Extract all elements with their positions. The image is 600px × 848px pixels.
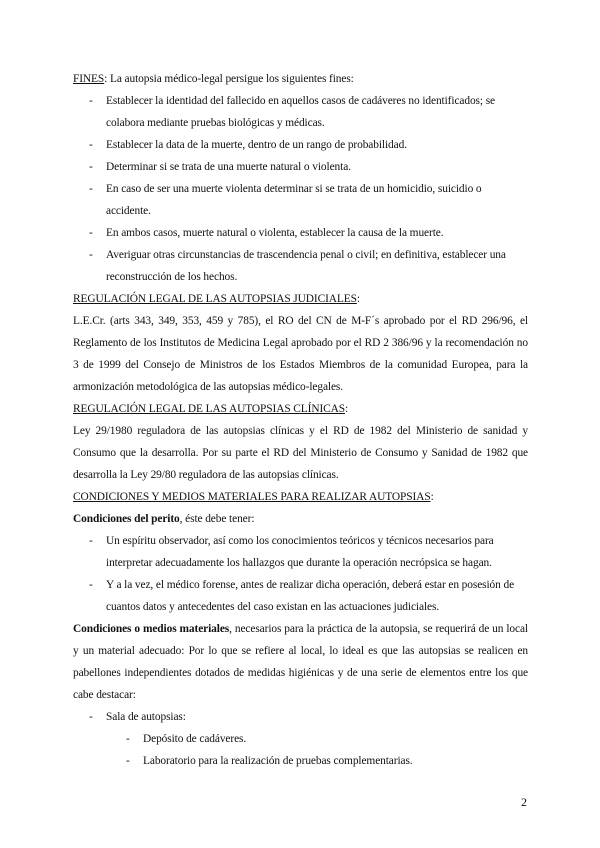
judiciales-heading: REGULACIÓN LEGAL DE LAS AUTOPSIAS JUDICIALES (73, 293, 357, 305)
clinicas-heading-line (73, 398, 528, 420)
list-item: - Averiguar otras circunstancias de trascendencia penal o civil; en definitiva, establecer una reconstrucción de los hechos. (73, 244, 528, 288)
fines-intro: : La autopsia médico-legal persigue los siguientes fines: (104, 73, 354, 85)
list-item: - Establecer la data de la muerte, dentro de un rango de probabilidad. (73, 134, 528, 156)
perito-list (73, 530, 528, 618)
clinicas-colon: : (345, 403, 349, 415)
judiciales-colon: : (356, 293, 360, 305)
judiciales-text: L.E.Cr. (arts 343, 349, 353, 459 y 785), el RO del CN de M-F´s aprobado por el RD 296/96, el Reglamento de los Institutos de Medicina Legal aprobado por el RD 2 386/96 y la recomendación no 3 de 1999 del Consejo de Ministros de los Estados Miembros de la comunidad Europea, para la armonización metodológica de las autopsias médico-legales. (73, 315, 528, 393)
list-item: - En caso de ser una muerte violenta determinar si se trata de un homicidio, suicidio o accidente. (73, 178, 528, 222)
list-item: - En ambos casos, muerte natural o violenta, establecer la causa de la muerte. (73, 222, 528, 244)
list-item: - Sala de autopsias: (73, 706, 528, 728)
list-item: - Laboratorio para la realización de pruebas complementarias. (73, 750, 528, 772)
list-item: - Determinar si se trata de una muerte natural o violenta. (73, 156, 528, 178)
sala-sublist (73, 728, 528, 772)
list-item: - Establecer la identidad del fallecido en aquellos casos de cadáveres no identificados; se colabora mediante pruebas biológicas y médicas. (73, 90, 528, 134)
condiciones-heading: CONDICIONES Y MEDIOS MATERIALES PARA REALIZAR AUTOPSIAS (73, 491, 431, 503)
fines-list (73, 90, 528, 288)
list-item: - Y a la vez, el médico forense, antes de realizar dicha operación, deberá estar en posesión de cuantos datos y antecedentes del caso existan en las actuaciones judiciales. (73, 574, 528, 618)
medios-paragraph (73, 618, 528, 706)
fines-paragraph (73, 68, 528, 90)
judiciales-heading-line (73, 288, 528, 310)
medios-rest: , necesarios para la práctica de la autopsia, se requerirá de un local y un material adecuado: Por lo que se refiere al local, lo ideal es que las autopsias se realicen en pabellones independientes dotados de medidas higiénicas y de una serie de elementos entre los que cabe destacar: (73, 623, 528, 701)
sala-list (73, 706, 528, 728)
fines-heading: FINES (73, 73, 105, 85)
medios-bold: Condiciones o medios materiales (73, 623, 230, 635)
page-number: 2 (521, 795, 527, 809)
perito-rest: , éste debe tener: (179, 513, 255, 525)
condiciones-heading-line (73, 486, 528, 508)
condiciones-colon: : (430, 491, 434, 503)
list-item: - Depósito de cadáveres. (73, 728, 528, 750)
clinicas-heading: REGULACIÓN LEGAL DE LAS AUTOPSIAS CLÍNICAS (73, 403, 346, 415)
document-page (73, 68, 528, 772)
perito-bold: Condiciones del perito (73, 513, 180, 525)
perito-paragraph (73, 508, 528, 530)
list-item: - Un espíritu observador, así como los conocimientos teóricos y técnicos necesarios para interpretar adecuadamente los hallazgos que durante la operación necrópsica se hagan. (73, 530, 528, 574)
clinicas-text: Ley 29/1980 reguladora de las autopsias clínicas y el RD de 1982 del Ministerio de sanidad y Consumo que la desarrolla. Por su parte el RD del Ministerio de Consumo y Sanidad de 1982 que desarrolla la Ley 29/80 reguladora de las autopsias clínicas. (73, 425, 528, 481)
